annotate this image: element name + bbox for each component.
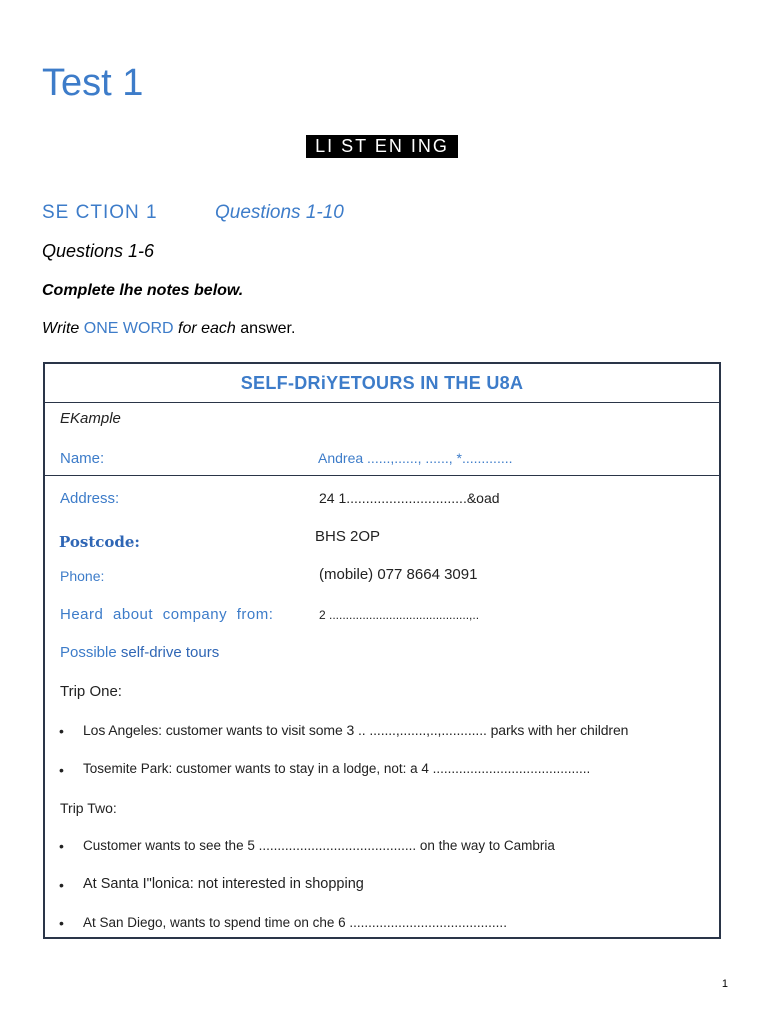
name-value: Andrea ......,......, ......, *............. bbox=[318, 450, 513, 466]
section-questions: Questions 1-10 bbox=[215, 202, 344, 223]
address-label: Address: bbox=[60, 490, 120, 507]
bullet-icon: • bbox=[59, 838, 64, 854]
page-title: Test 1 bbox=[42, 62, 144, 104]
instruction-emphasis: ONE WORD bbox=[83, 320, 174, 337]
bullet-icon: • bbox=[59, 762, 64, 778]
instruction-complete: Complete lhe notes below. bbox=[42, 282, 244, 299]
section-name: SE CTION 1 bbox=[42, 202, 158, 223]
instruction-mid: for each bbox=[178, 320, 236, 337]
section-heading bbox=[42, 202, 344, 224]
address-value: 24 1...............................&oad bbox=[319, 490, 500, 506]
heard-value: 2 ..........................................,.. bbox=[319, 608, 480, 622]
example-divider bbox=[45, 475, 719, 476]
trip-two-item: At Santa I"lonica: not interested in shopping bbox=[83, 876, 364, 892]
tours-label-b: self-drive tours bbox=[120, 644, 220, 661]
trip-two-label: Trip Two: bbox=[60, 800, 117, 816]
trip-two-item: At San Diego, wants to spend time on che 6 .......................................... bbox=[83, 915, 507, 930]
heard-label: Heard about company from: bbox=[60, 606, 274, 623]
page-number: 1 bbox=[721, 978, 728, 990]
notes-heading: SELF-DRiYETOURS IN THE U8A bbox=[45, 364, 719, 403]
tours-label-a: Possible bbox=[60, 644, 117, 661]
questions-subheading: Questions 1-6 bbox=[42, 241, 155, 261]
trip-two-item: Customer wants to see the 5 .......................................... on the way to Cambria bbox=[83, 838, 555, 853]
instruction-prefix: Write bbox=[42, 320, 80, 337]
instruction-suffix: answer. bbox=[240, 320, 296, 337]
phone-label: Phone: bbox=[60, 568, 105, 584]
trip-one-item: Tosemite Park: customer wants to stay in a lodge, not: a 4 .......................................... bbox=[83, 761, 591, 776]
example-label: EKample bbox=[60, 410, 121, 427]
notes-box bbox=[43, 362, 721, 939]
bullet-icon: • bbox=[59, 915, 64, 931]
name-label: Name: bbox=[60, 450, 105, 467]
bullet-icon: • bbox=[59, 877, 64, 893]
trip-one-item: Los Angeles: customer wants to visit some 3 .. .......,.......,..,............ parks with her children bbox=[83, 722, 629, 738]
listening-banner: LI ST EN ING bbox=[306, 135, 458, 158]
tours-label bbox=[60, 644, 219, 661]
instruction-write bbox=[42, 320, 295, 338]
trip-one-label: Trip One: bbox=[60, 683, 122, 700]
postcode-value: BHS 2OP bbox=[315, 528, 381, 545]
bullet-icon: • bbox=[59, 723, 64, 739]
phone-value: (mobile) 077 8664 3091 bbox=[319, 566, 478, 583]
postcode-label: Postcode: bbox=[59, 533, 140, 551]
